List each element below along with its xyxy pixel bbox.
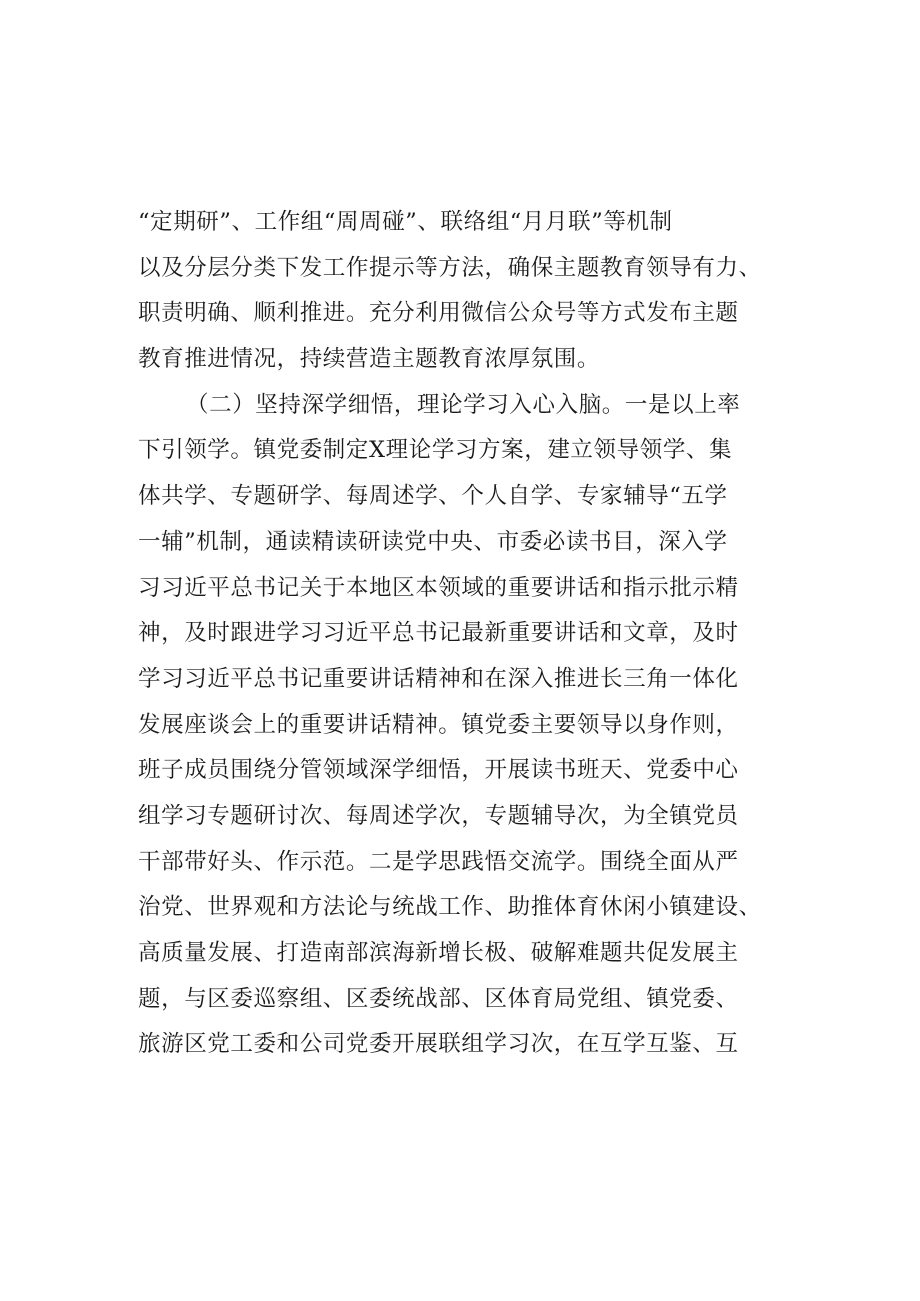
text-line: 教育推进情况，持续营造主题教育浓厚氛围。 <box>138 346 601 373</box>
text-line: 治党、世界观和方法论与统战工作、助推体育休闲小镇建设、 <box>138 894 762 921</box>
text-line: 习习近平总书记关于本地区本领域的重要讲话和指示批示精 <box>138 574 739 601</box>
text-line: 班子成员围绕分管领域深学细悟，开展读书班天、党委中心 <box>138 757 739 784</box>
text-line: “定期研”、工作组“周周碰”、联络组“月月联”等机制 <box>138 209 673 235</box>
text-line: 以及分层分类下发工作提示等方法，确保主题教育领导有力、 <box>138 254 762 281</box>
text-line: 神，及时跟进学习习近平总书记最新重要讲话和文章，及时 <box>138 620 739 647</box>
text-line: 旅游区党工委和公司党委开展联组学习次，在互学互鉴、互 <box>138 1031 739 1058</box>
text-line: 下引领学。镇党委制定X理论学习方案，建立领导领学、集 <box>138 437 733 464</box>
text-line: 高质量发展、打造南部滨海新增长极、破解难题共促发展主 <box>138 940 739 966</box>
section-heading-line: （二）坚持深学细悟，理论学习入心入脑。一是以上率 <box>186 391 741 418</box>
text-line: 干部带好头、作示范。二是学思践悟交流学。围绕全面从严 <box>138 848 739 875</box>
text-line: 组学习专题研讨次、每周述学次，专题辅导次，为全镇党员 <box>138 802 739 829</box>
text-line: 体共学、专题研学、每周述学、个人自学、专家辅导“五学 <box>138 483 728 510</box>
text-line: 发展座谈会上的重要讲话精神。镇党委主要领导以身作则， <box>138 711 739 738</box>
text-line: 职责明确、顺利推进。充分利用微信公众号等方式发布主题 <box>138 300 739 327</box>
body-text <box>138 200 798 1068</box>
text-line: 一辅”机制，通读精读研读党中央、市委必读书目，深入学 <box>138 528 728 555</box>
text-line: 题，与区委巡察组、区委统战部、区体育局党组、镇党委、 <box>138 985 739 1012</box>
text-line: 学习习近平总书记重要讲话精神和在深入推进长三角一体化 <box>138 665 739 692</box>
